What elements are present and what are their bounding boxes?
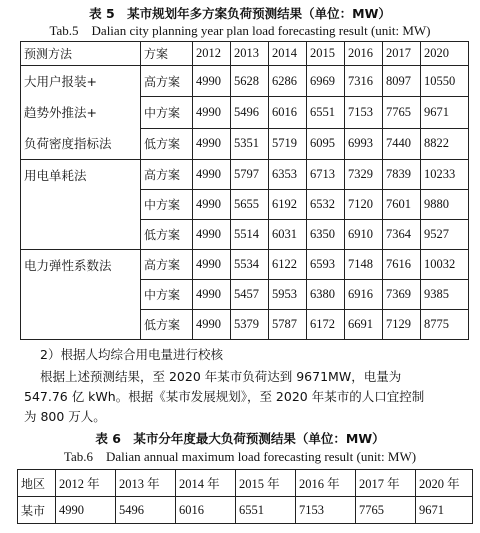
value-cell: 5787 <box>269 310 307 340</box>
value-cell: 6910 <box>345 220 383 250</box>
paragraph-line: 根据上述预测结果，至 2020 年某市负荷达到 9671MW，电量为 <box>40 369 402 384</box>
value-cell: 5628 <box>231 66 269 97</box>
value-cell: 4990 <box>193 190 231 220</box>
value-cell: 10032 <box>421 250 469 280</box>
value-cell: 10550 <box>421 66 469 97</box>
table-row <box>18 497 473 524</box>
value-cell: 7440 <box>383 128 421 159</box>
value-cell: 9527 <box>421 220 469 250</box>
value-cell: 4990 <box>193 66 231 97</box>
value-cell: 5457 <box>231 280 269 310</box>
value-cell: 6016 <box>176 497 236 524</box>
value-cell: 6593 <box>307 250 345 280</box>
table6-header-cell: 地区 <box>18 470 56 497</box>
paragraph-line: 为 800 万人。 <box>24 409 106 424</box>
table6-header-cell: 2012 年 <box>56 470 116 497</box>
section-heading: 2）根据人均综合用电量进行校核 <box>40 347 223 362</box>
table5-header-cell: 2016 <box>345 42 383 66</box>
table5-header-cell: 2015 <box>307 42 345 66</box>
table6-header-cell: 2014 年 <box>176 470 236 497</box>
value-cell: 5719 <box>269 128 307 159</box>
table5-header-cell: 方案 <box>141 42 193 66</box>
value-cell: 5496 <box>231 97 269 128</box>
value-cell: 7129 <box>383 310 421 340</box>
method-label: 大用户报装+ <box>24 74 97 89</box>
value-cell: 5953 <box>269 280 307 310</box>
value-cell: 6172 <box>307 310 345 340</box>
table-row <box>21 66 469 97</box>
value-cell: 6095 <box>307 128 345 159</box>
table5-header-cell: 2012 <box>193 42 231 66</box>
table5-header-cell: 2014 <box>269 42 307 66</box>
value-cell: 6286 <box>269 66 307 97</box>
table6-header-cell: 2015 年 <box>236 470 296 497</box>
value-cell: 5797 <box>231 160 269 190</box>
value-cell: 7364 <box>383 220 421 250</box>
method-label: 负荷密度指标法 <box>24 136 112 151</box>
value-cell: 7120 <box>345 190 383 220</box>
value-cell: 9880 <box>421 190 469 220</box>
value-cell: 6031 <box>269 220 307 250</box>
table5-header-cell: 2017 <box>383 42 421 66</box>
method-cell <box>21 66 141 160</box>
value-cell: 6551 <box>307 97 345 128</box>
value-cell: 9671 <box>416 497 473 524</box>
value-cell: 7153 <box>345 97 383 128</box>
value-cell: 5655 <box>231 190 269 220</box>
value-cell: 5514 <box>231 220 269 250</box>
plan-cell: 低方案 <box>141 310 193 340</box>
table5-header-cell: 2020 <box>421 42 469 66</box>
value-cell: 7765 <box>356 497 416 524</box>
value-cell: 8097 <box>383 66 421 97</box>
value-cell: 4990 <box>193 97 231 128</box>
plan-cell: 中方案 <box>141 190 193 220</box>
table6-header-cell: 2020 年 <box>416 470 473 497</box>
table5-header-row <box>21 42 469 66</box>
value-cell: 10233 <box>421 160 469 190</box>
value-cell: 6713 <box>307 160 345 190</box>
value-cell: 4990 <box>193 160 231 190</box>
method-cell <box>21 250 141 340</box>
value-cell: 6122 <box>269 250 307 280</box>
value-cell: 4990 <box>193 250 231 280</box>
value-cell: 5351 <box>231 128 269 159</box>
table5 <box>20 41 469 340</box>
value-cell: 6916 <box>345 280 383 310</box>
plan-cell: 低方案 <box>141 220 193 250</box>
value-cell: 7765 <box>383 97 421 128</box>
table-row <box>21 250 469 280</box>
value-cell: 7153 <box>296 497 356 524</box>
table-row <box>21 160 469 190</box>
plan-cell: 高方案 <box>141 160 193 190</box>
value-cell: 7839 <box>383 160 421 190</box>
value-cell: 4990 <box>193 220 231 250</box>
table6-header-cell: 2013 年 <box>116 470 176 497</box>
plan-cell: 高方案 <box>141 66 193 97</box>
value-cell: 7329 <box>345 160 383 190</box>
value-cell: 6551 <box>236 497 296 524</box>
plan-cell: 中方案 <box>141 280 193 310</box>
table6-caption-cn: 表 6 某市分年度最大负荷预测结果（单位：MW） <box>95 431 385 446</box>
method-label: 电力弹性系数法 <box>24 258 112 273</box>
value-cell: 7148 <box>345 250 383 280</box>
value-cell: 7316 <box>345 66 383 97</box>
value-cell: 4990 <box>193 128 231 159</box>
method-label: 趋势外推法+ <box>24 105 97 120</box>
value-cell: 7616 <box>383 250 421 280</box>
value-cell: 6353 <box>269 160 307 190</box>
table6-caption-en: Tab.6 Dalian annual maximum load forecasting result (unit: MW) <box>63 449 417 464</box>
value-cell: 4990 <box>193 310 231 340</box>
value-cell: 7369 <box>383 280 421 310</box>
value-cell: 4990 <box>193 280 231 310</box>
plan-cell: 中方案 <box>141 97 193 128</box>
table6-header-cell: 2016 年 <box>296 470 356 497</box>
value-cell: 6016 <box>269 97 307 128</box>
method-label: 用电单耗法 <box>24 168 87 183</box>
value-cell: 9671 <box>421 97 469 128</box>
value-cell: 6192 <box>269 190 307 220</box>
value-cell: 8775 <box>421 310 469 340</box>
value-cell: 9385 <box>421 280 469 310</box>
method-cell <box>21 160 141 250</box>
value-cell: 6691 <box>345 310 383 340</box>
paragraph-line: 547.76 亿 kWh。根据《某市发展规划》，至 2020 年某市的人口宜控制 <box>24 389 425 404</box>
value-cell: 8822 <box>421 128 469 159</box>
value-cell: 6350 <box>307 220 345 250</box>
table6 <box>17 469 473 524</box>
value-cell: 6532 <box>307 190 345 220</box>
table6-header-cell: 2017 年 <box>356 470 416 497</box>
table5-header-cell: 预测方法 <box>21 42 141 66</box>
table5-caption-cn: 表 5 某市规划年多方案负荷预测结果（单位：MW） <box>89 6 391 21</box>
table6-header-row <box>18 470 473 497</box>
value-cell: 6969 <box>307 66 345 97</box>
value-cell: 6993 <box>345 128 383 159</box>
value-cell: 5379 <box>231 310 269 340</box>
region-cell: 某市 <box>18 497 56 524</box>
plan-cell: 低方案 <box>141 128 193 159</box>
value-cell: 7601 <box>383 190 421 220</box>
plan-cell: 高方案 <box>141 250 193 280</box>
value-cell: 5534 <box>231 250 269 280</box>
value-cell: 4990 <box>56 497 116 524</box>
table5-header-cell: 2013 <box>231 42 269 66</box>
table5-caption-en: Tab.5 Dalian city planning year plan load forecasting result (unit: MW) <box>49 23 431 38</box>
value-cell: 6380 <box>307 280 345 310</box>
value-cell: 5496 <box>116 497 176 524</box>
